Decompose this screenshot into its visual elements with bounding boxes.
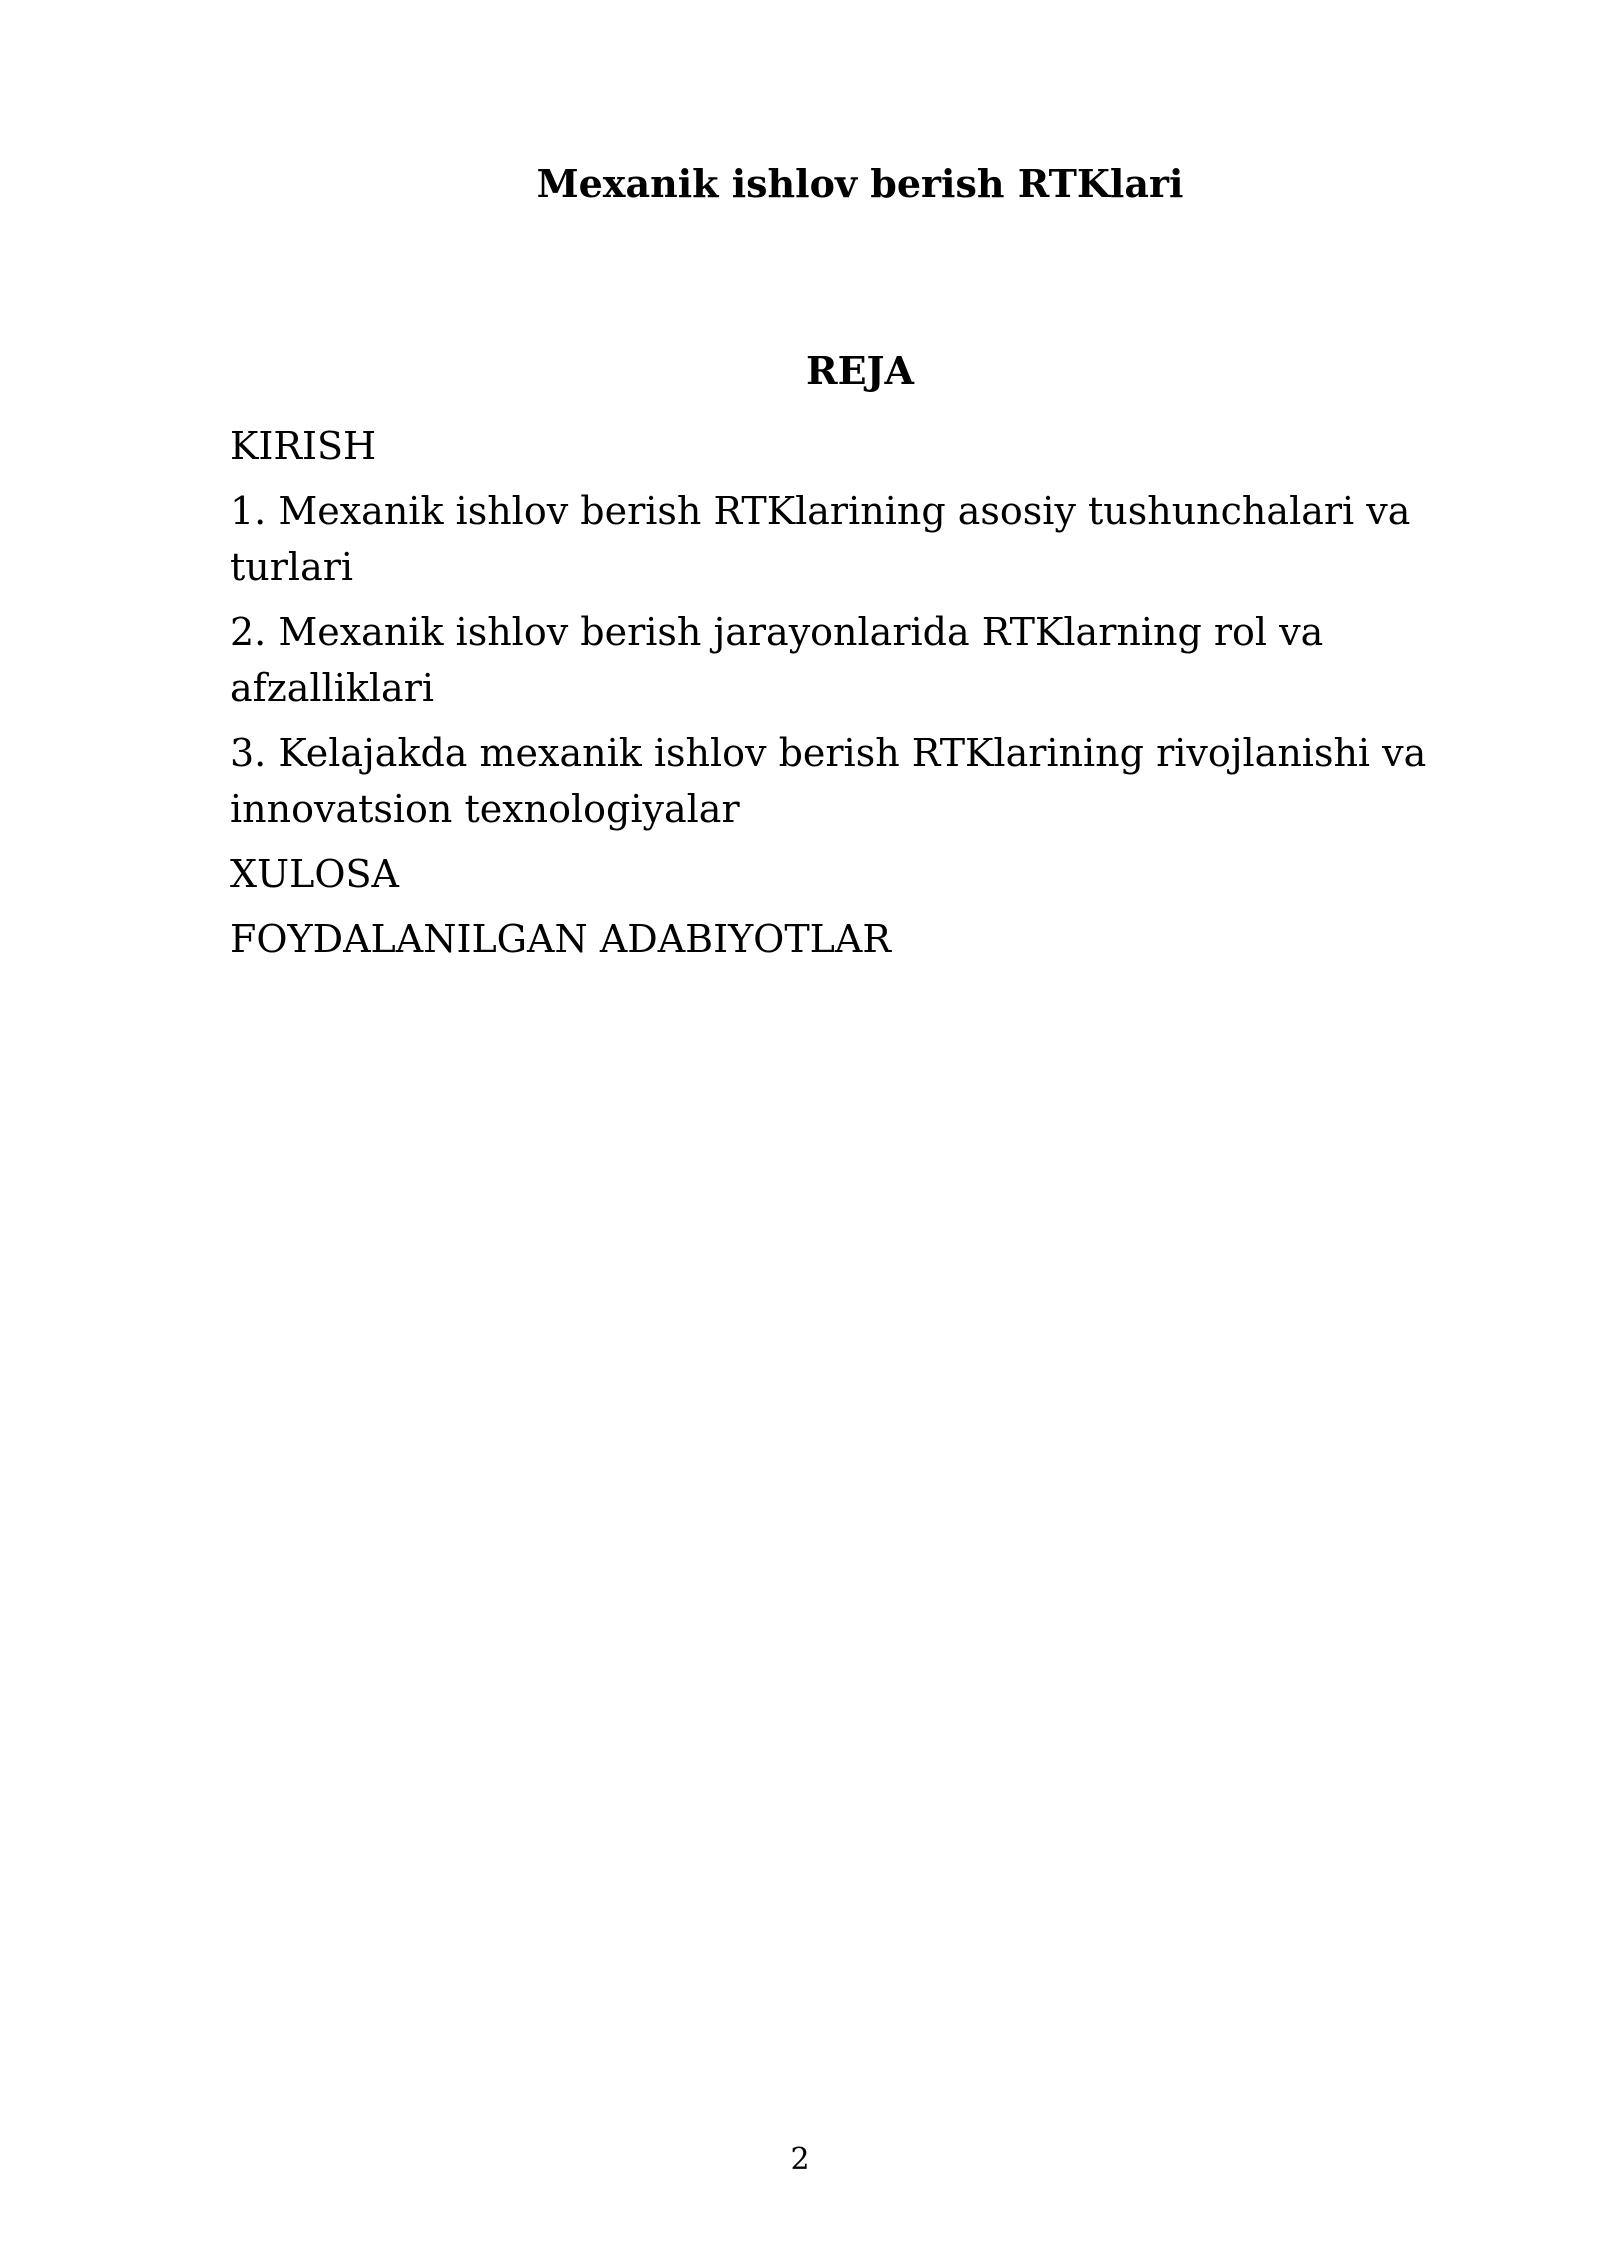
- document-title: Mexanik ishlov berish RTKlari: [536, 161, 1184, 206]
- toc-item-introduction: KIRISH: [230, 424, 377, 468]
- toc-item-2: 2. Mexanik ishlov berish jarayonlarida RTKlarning rol va afzalliklari: [230, 610, 1324, 710]
- toc-item-3: 3. Kelajakda mexanik ishlov berish RTKlarining rivojlanishi va innovatsion texnologiyalar: [230, 731, 1427, 831]
- toc-item-conclusion: XULOSA: [230, 852, 399, 896]
- toc-item-references: FOYDALANILGAN ADABIYOTLAR: [230, 917, 891, 961]
- toc-item-1: 1. Mexanik ishlov berish RTKlarining asosiy tushunchalari va turlari: [230, 489, 1411, 589]
- table-of-contents: [230, 418, 1470, 976]
- page-number: 2: [790, 2142, 810, 2177]
- plan-heading: REJA: [805, 348, 914, 393]
